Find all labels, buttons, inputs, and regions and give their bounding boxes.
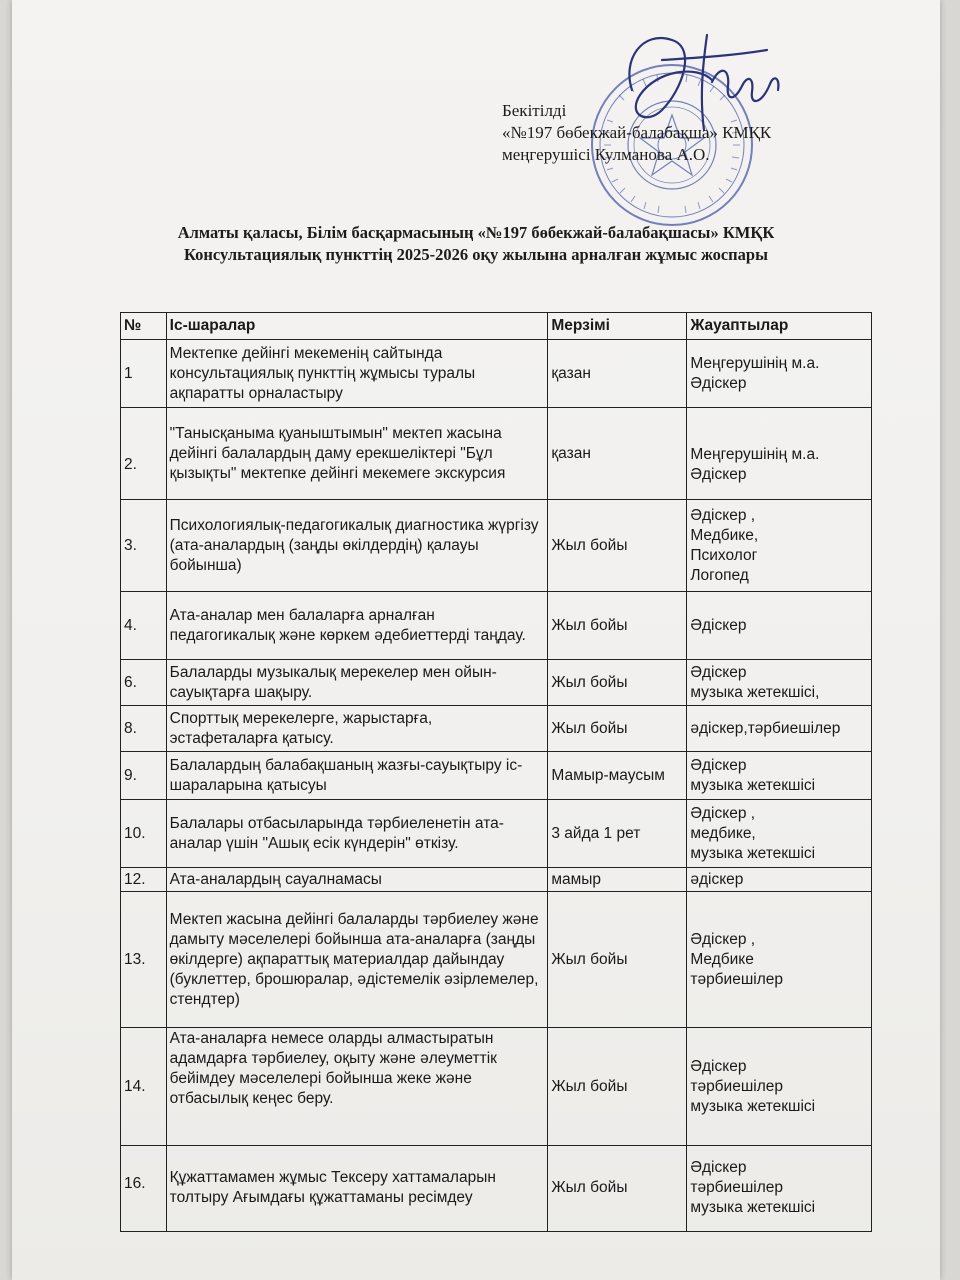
row-activity: "Танысқаныма қуаныштымын" мектеп жасына дейінгі балалардың даму ерекшеліктері "Бұл қызықты" мектепке дейінгі мекемеге экскурсия — [166, 408, 548, 500]
table-row — [121, 752, 872, 800]
responsible-line: музыка жетекшісі — [690, 1097, 816, 1115]
responsible-line: Әдіскер — [690, 616, 747, 634]
responsible-line: Әдіскер , — [690, 506, 756, 524]
row-activity: Ата-аналардың сауалнамасы — [166, 868, 548, 892]
responsible-line: тәрбиешілер — [690, 1179, 784, 1196]
row-term: Жыл бойы — [548, 660, 687, 706]
row-number: 4. — [121, 592, 167, 660]
approval-block — [502, 100, 771, 166]
row-term: қазан — [548, 408, 687, 500]
row-activity: Спорттық мерекелерге, жарыстарға, эстафеталарға қатысу. — [166, 706, 548, 752]
row-responsible — [687, 340, 872, 408]
row-responsible — [687, 500, 872, 592]
header-responsible: Жауаптылар — [687, 313, 872, 340]
responsible-line: әдіскер — [690, 870, 744, 888]
row-number: 1 — [121, 340, 167, 408]
responsible-line: Медбике — [690, 950, 754, 968]
responsible-line: Психолог — [690, 546, 758, 564]
table-row — [121, 1146, 872, 1232]
row-number: 2. — [121, 408, 167, 500]
responsible-line: музыка жетекшісі — [690, 1199, 816, 1216]
row-term: Жыл бойы — [548, 500, 687, 592]
row-responsible — [687, 706, 872, 752]
row-activity: Балалардың балабақшаның жазғы-сауықтыру іс-шараларына қатысуы — [166, 752, 548, 800]
row-activity: Психологиялық-педагогикалық диагностика жүргізу (ата-аналардың (заңды өкілдердің) қалауы бойынша) — [166, 500, 548, 592]
work-plan-table — [120, 312, 872, 1232]
row-term: Жыл бойы — [548, 592, 687, 660]
table-row — [121, 800, 872, 868]
table-row — [121, 408, 872, 500]
header-term: Мерзімі — [548, 313, 687, 340]
table-body — [121, 340, 872, 1232]
responsible-line: Әдіскер — [690, 1057, 747, 1075]
table-row — [121, 892, 872, 1028]
row-activity: Балаларды музыкалық мерекелер мен ойын-сауықтарға шақыру. — [166, 660, 548, 706]
row-responsible — [687, 1028, 872, 1146]
row-responsible — [687, 868, 872, 892]
responsible-line: тәрбиешілер — [690, 970, 784, 988]
responsible-line: музыка жетекшісі — [690, 844, 816, 862]
row-responsible — [687, 592, 872, 660]
responsible-line: Әдіскер — [690, 663, 747, 681]
header-activities: Іс-шаралар — [166, 313, 548, 340]
table-row — [121, 706, 872, 752]
responsible-line: Меңгерушінің м.а. — [690, 446, 820, 463]
row-term: мамыр — [548, 868, 687, 892]
responsible-line: медбике, — [690, 824, 756, 842]
row-number: 9. — [121, 752, 167, 800]
row-number: 12. — [121, 868, 167, 892]
row-responsible — [687, 660, 872, 706]
responsible-line: Медбике, — [690, 526, 759, 544]
title-line-2: Консультациялық пункттің 2025-2026 оқу жылына арналған жұмыс жоспары — [184, 245, 768, 264]
document-title — [12, 222, 940, 266]
row-term: Жыл бойы — [548, 706, 687, 752]
row-term: Мамыр-маусым — [548, 752, 687, 800]
responsible-line: Әдіскер — [690, 1159, 747, 1176]
table-header-row — [121, 313, 872, 340]
row-term: қазан — [548, 340, 687, 408]
row-activity: Мектепке дейінгі мекеменің сайтында консультациялық пункттің жұмысы туралы ақпаратты орналастыру — [166, 340, 548, 408]
responsible-line: тәрбиешілер — [690, 1077, 784, 1095]
table-row — [121, 1028, 872, 1146]
row-activity: Балалары отбасыларында тәрбиеленетін ата-аналар үшін "Ашық есік күндерін" өткізу. — [166, 800, 548, 868]
row-number: 13. — [121, 892, 167, 1028]
table-row — [121, 660, 872, 706]
row-responsible — [687, 892, 872, 1028]
responsible-line: Меңгерушінің м.а. — [690, 354, 820, 372]
row-number: 3. — [121, 500, 167, 592]
responsible-line: Әдіскер — [690, 374, 747, 392]
table-row — [121, 868, 872, 892]
table-row — [121, 500, 872, 592]
row-responsible — [687, 408, 872, 500]
row-activity: Ата-аналар мен балаларға арналған педагогикалық және көркем әдебиеттерді таңдау. — [166, 592, 548, 660]
approval-organization: «№197 бөбекжай-балабақша» КМҚК — [502, 123, 772, 142]
table-row — [121, 592, 872, 660]
row-number: 10. — [121, 800, 167, 868]
responsible-line: әдіскер,тәрбиешілер — [690, 719, 841, 737]
responsible-line: музыка жетекшісі, — [690, 683, 820, 701]
approval-head: меңгерушісі Кулманова А.О. — [502, 145, 710, 164]
row-term: 3 айда 1 рет — [548, 800, 687, 868]
title-line-1: Алматы қаласы, Білім басқармасының «№197 бөбекжай-балабақшасы» КМҚК — [177, 223, 775, 242]
responsible-line: Әдіскер , — [690, 930, 756, 948]
row-term: Жыл бойы — [548, 1146, 687, 1232]
row-responsible — [687, 1146, 872, 1232]
row-number: 16. — [121, 1146, 167, 1232]
row-term: Жыл бойы — [548, 892, 687, 1028]
row-number: 6. — [121, 660, 167, 706]
table-row — [121, 340, 872, 408]
header-number: № — [121, 313, 167, 340]
responsible-line: Әдіскер — [690, 756, 747, 774]
row-number: 8. — [121, 706, 167, 752]
row-responsible — [687, 800, 872, 868]
approval-label: Бекітілді — [502, 101, 567, 120]
responsible-line: музыка жетекшісі — [690, 776, 816, 794]
document-page — [12, 0, 940, 1280]
responsible-line: Әдіскер — [690, 466, 747, 483]
row-term: Жыл бойы — [548, 1028, 687, 1146]
row-activity: Ата-аналарға немесе оларды алмастыратын адамдарға тәрбиелеу, оқыту және әлеуметтік бейімдеу мәселелері бойынша жеке және отбасылық кеңес беру. — [166, 1028, 548, 1146]
row-activity: Мектеп жасына дейінгі балаларды тәрбиелеу және дамыту мәселелері бойынша ата-аналарға (заңды өкілдерге) ақпараттық материалдар дайындау (буклеттер, брошюралар, әдістемелік әзірлемелер, стендтер) — [166, 892, 548, 1028]
row-responsible — [687, 752, 872, 800]
responsible-line: Логопед — [690, 566, 749, 584]
row-activity: Құжаттамамен жұмыс Тексеру хаттамаларын толтыру Ағымдағы құжаттаманы ресімдеу — [166, 1146, 548, 1232]
responsible-line: Әдіскер , — [690, 804, 756, 822]
row-number: 14. — [121, 1028, 167, 1146]
